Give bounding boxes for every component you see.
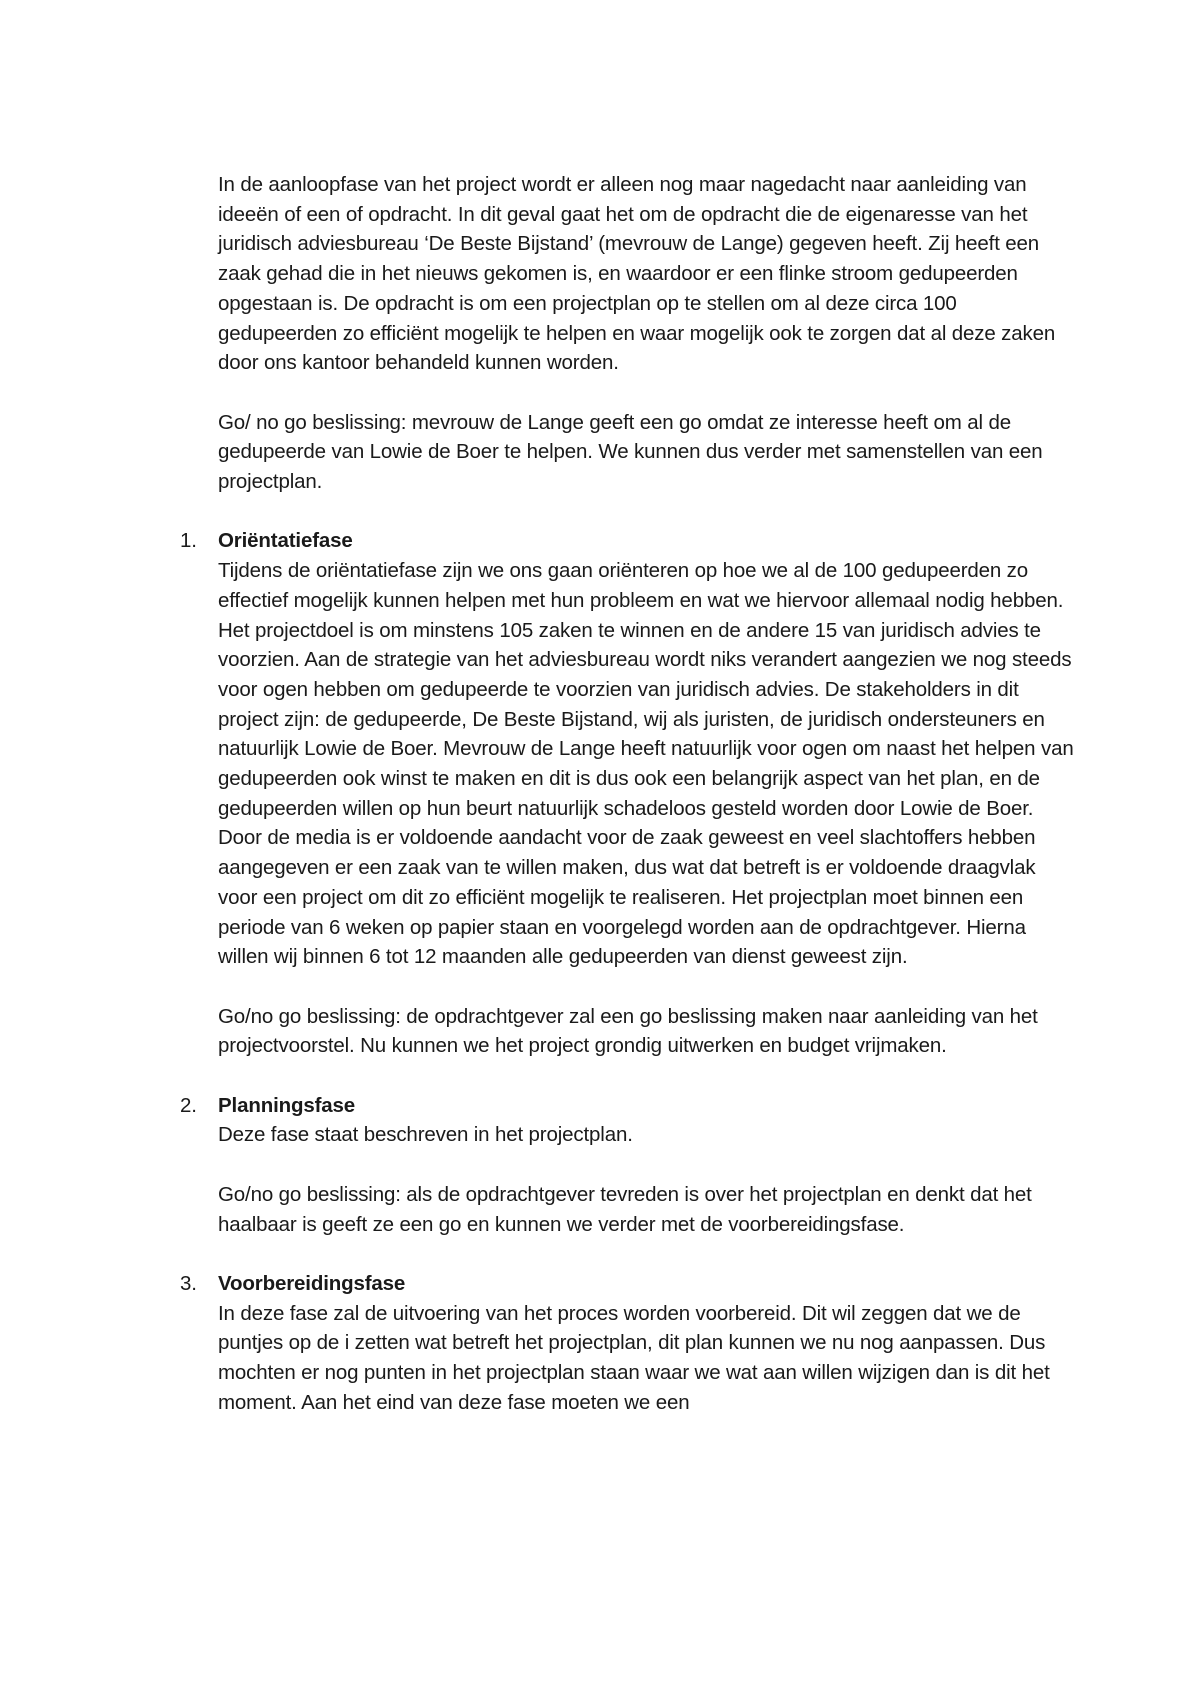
intro-decision-paragraph: Go/ no go beslissing: mevrouw de Lange geeft een go omdat ze interesse heeft om al de gedupeerde van Lowie de Boer te helpen. We kunnen dus verder met samenstellen van een projectplan. — [218, 410, 1043, 494]
spacer — [218, 1239, 1078, 1269]
section-body: Tijdens de oriëntatiefase zijn we ons gaan oriënteren op hoe we al de 100 gedupeerden zo effectief mogelijk kunnen helpen met hun probleem en wat we hiervoor allemaal nodig hebben. Het projectdoel is om minstens 105 zaken te winnen en de andere 15 van juridisch advies te voorzien. Aan de strategie van het adviesbureau wordt niks verandert aangezien we nog steeds voor ogen hebben om gedupeerde te voorzien van juridisch advies. De stakeholders in dit project zijn: de gedupeerde, De Beste Bijstand, wij als juristen, de juridisch ondersteuners en natuurlijk Lowie de Boer. Mevrouw de Lange heeft natuurlijk voor ogen om naast het helpen van gedupeerden ook winst te maken en dit is dus ook een belangrijk aspect van het plan, en de gedupeerden willen op hun beurt natuurlijk schadeloos gesteld worden door Lowie de Boer. Door de media is er voldoende aandacht voor de zaak geweest en veel slachtoffers hebben aangegeven er een zaak van te willen maken, dus wat dat betreft is er voldoende draagvlak voor een project om dit zo efficiënt mogelijk te realiseren. Het projectplan moet binnen een periode van 6 weken op papier staan en voorgelegd worden aan de opdrachtgever. Hierna willen wij binnen 6 tot 12 maanden alle gedupeerden van dienst geweest zijn. — [218, 559, 1074, 969]
spacer — [218, 972, 1078, 1002]
section-number: 2. — [180, 1093, 197, 1117]
section-decision: Go/no go beslissing: de opdrachtgever zal een go beslissing maken naar aanleiding van het projectvoorstel. Nu kunnen we het project grondig uitwerken en budget vrijmaken. — [218, 1004, 1038, 1058]
section-planningsfase — [180, 1091, 1078, 1240]
section-title: Voorbereidingsfase — [218, 1271, 406, 1295]
document-body — [180, 170, 1078, 1417]
section-decision: Go/no go beslissing: als de opdrachtgever tevreden is over het projectplan en denkt dat het haalbaar is geeft ze een go en kunnen we verder met de voorbereidingsfase. — [218, 1182, 1032, 1236]
section-number: 3. — [180, 1271, 197, 1295]
intro-paragraph: In de aanloopfase van het project wordt er alleen nog maar nagedacht naar aanleiding van ideeën of een of opdracht. In dit geval gaat het om de opdracht die de eigenaresse van het juridisch adviesbureau ‘De Beste Bijstand’ (mevrouw de Lange) gegeven heeft. Zij heeft een zaak gehad die in het nieuws gekomen is, en waardoor er een flinke stroom gedupeerden opgestaan is. De opdracht is om een projectplan op te stellen om al deze circa 100 gedupeerden zo efficiënt mogelijk te helpen en waar mogelijk ook te zorgen dat al deze zaken door ons kantoor behandeld kunnen worden. — [218, 173, 1056, 375]
section-title: Planningsfase — [218, 1093, 356, 1117]
section-voorbereidingsfase — [180, 1269, 1078, 1418]
section-number: 1. — [180, 529, 197, 553]
section-body: Deze fase staat beschreven in het projectplan. — [218, 1123, 633, 1147]
section-body: In deze fase zal de uitvoering van het proces worden voorbereid. Dit wil zeggen dat we de puntjes op de i zetten wat betreft het projectplan, dit plan kunnen we nu nog aanpassen. Dus mochten er nog punten in het projectplan staan waar we wat aan willen wijzigen dan is dit het moment. Aan het eind van deze fase moeten we een — [218, 1301, 1050, 1414]
spacer — [218, 378, 1078, 408]
spacer — [218, 1061, 1078, 1091]
section-title: Oriëntatiefase — [218, 529, 353, 553]
section-orientatiefase — [180, 526, 1078, 1061]
spacer — [218, 1150, 1078, 1180]
spacer — [218, 497, 1078, 527]
